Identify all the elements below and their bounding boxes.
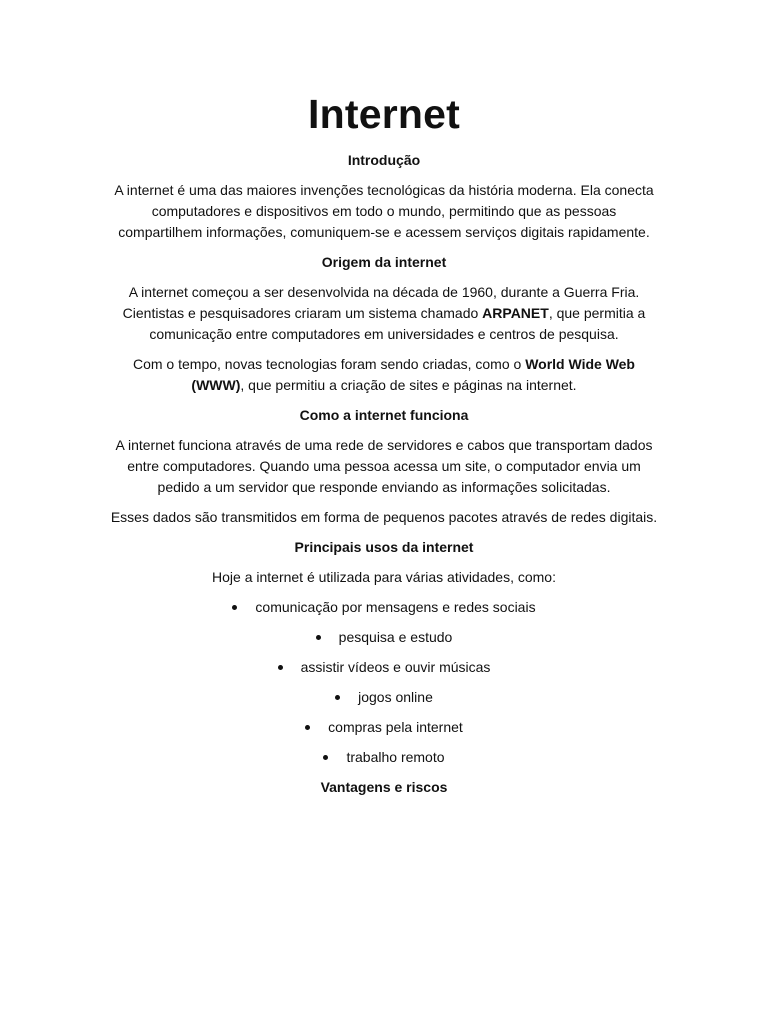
list-item: [110, 657, 658, 678]
origin-p1-text-b: , que permitia a comunicação entre computadores em universidades e centros de pesquisa.: [149, 305, 646, 342]
bullet-icon: [232, 605, 237, 610]
bullet-icon: [323, 755, 328, 760]
arpanet-term: ARPANET: [482, 305, 549, 321]
www-term: World Wide Web (WWW): [191, 356, 635, 393]
list-item-text: assistir vídeos e ouvir músicas: [300, 659, 491, 675]
bullet-icon: [305, 725, 310, 730]
list-item: [110, 627, 658, 648]
how-paragraph-1: A internet funciona através de uma rede de servidores e cabos que transportam dados entre computadores. Quando uma pessoa acessa um site, o computador envia um pedido a um servidor que responde enviando as informações solicitadas.: [115, 437, 653, 495]
list-item-text: compras pela internet: [328, 719, 463, 735]
list-item-text: pesquisa e estudo: [338, 629, 453, 645]
origin-p1-text-a: A internet começou a ser desenvolvida na década de 1960, durante a Guerra Fria. Cientistas e pesquisadores criaram um sistema chamado: [122, 284, 640, 321]
bullet-icon: [278, 665, 283, 670]
document-title: Internet: [308, 91, 460, 137]
uses-intro: Hoje a internet é utilizada para várias atividades, como:: [212, 569, 556, 585]
origin-paragraph-1: [110, 282, 658, 345]
section-heading-uses: Principais usos da internet: [294, 539, 474, 555]
section-heading-how: Como a internet funciona: [299, 407, 469, 423]
list-item-text: comunicação por mensagens e redes sociais: [255, 599, 536, 615]
bullet-icon: [316, 635, 321, 640]
list-item: [110, 747, 658, 768]
section-heading-origin: Origem da internet: [321, 254, 447, 270]
section-heading-pros-cons: Vantagens e riscos: [320, 779, 448, 795]
how-paragraph-2: Esses dados são transmitidos em forma de pequenos pacotes através de redes digitais.: [110, 509, 658, 525]
intro-paragraph: A internet é uma das maiores invenções tecnológicas da história moderna. Ela conecta computadores e dispositivos em todo o mundo, permitindo que as pessoas compartilhem informações, comuniquem-se e acessem serviços digitais rapidamente.: [114, 182, 654, 240]
list-item: [110, 687, 658, 708]
origin-p2-text-b: , que permitiu a criação de sites e páginas na internet.: [240, 377, 577, 393]
list-item: [110, 717, 658, 738]
bullet-icon: [335, 695, 340, 700]
list-item-text: trabalho remoto: [346, 749, 445, 765]
uses-list: [110, 597, 658, 768]
origin-paragraph-2: [110, 354, 658, 396]
origin-p2-text-a: Com o tempo, novas tecnologias foram sendo criadas, como o: [132, 356, 526, 372]
list-item: [110, 597, 658, 618]
list-item-text: jogos online: [358, 689, 433, 705]
section-heading-intro: Introdução: [347, 152, 421, 168]
